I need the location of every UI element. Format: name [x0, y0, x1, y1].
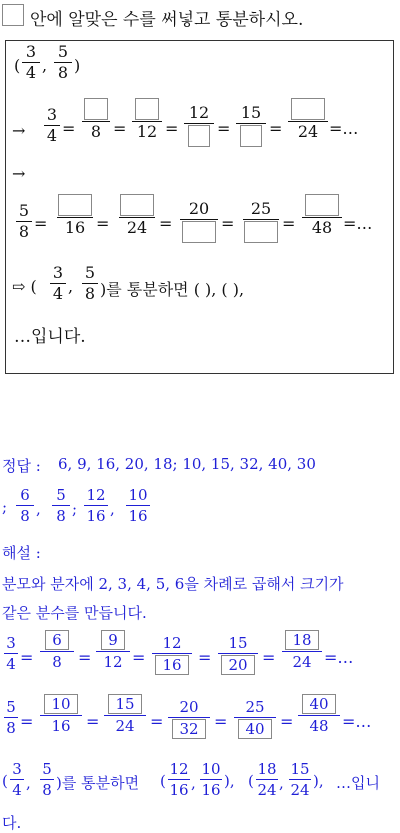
- final-frac-p1a: 12 16: [169, 760, 189, 800]
- eq: =: [78, 648, 92, 667]
- eq: =: [159, 214, 173, 233]
- final-frac-p2b: 15 24: [290, 760, 310, 800]
- eq: =: [20, 712, 34, 731]
- eq: =: [262, 648, 276, 667]
- blank-box[interactable]: [135, 98, 159, 120]
- arrow-2: →: [12, 164, 26, 183]
- eq: =: [86, 712, 100, 731]
- answer-frac-2: 5 8: [52, 486, 70, 525]
- sol2-frac-2: $\frac{10}{16}$: [40, 694, 82, 735]
- row2-frac-4: 20: [180, 200, 218, 243]
- solution-line-2: 같은 분수를 만듭니다.: [2, 604, 147, 622]
- row1-frac-4: 12: [184, 104, 214, 147]
- sol2-frac-3: $\frac{15}{24}$: [104, 694, 146, 735]
- sol2-frac-1: 5 8: [4, 698, 18, 737]
- row2-frac-2: 16: [57, 194, 93, 237]
- pair-a-fraction: 3 4: [22, 43, 40, 82]
- answer-frac-1: 6 8: [16, 486, 34, 525]
- final-frac-a: 3 4: [10, 760, 24, 799]
- row1-frac-2: 8: [82, 98, 110, 141]
- eq: =: [282, 214, 296, 233]
- pair-comma: ,: [42, 56, 48, 75]
- blank-box[interactable]: [244, 221, 278, 243]
- row1-frac-6: 24: [288, 98, 328, 141]
- answer-values: 6, 9, 16, 20, 18; 10, 15, 32, 40, 30: [58, 455, 316, 473]
- conclusion-text: )를 통분하면 ( ), ( ),: [100, 280, 245, 299]
- row2-frac-6: 48: [302, 194, 342, 237]
- eq: =: [214, 712, 228, 731]
- eq: =: [217, 119, 231, 138]
- row1-frac-5: 15: [236, 104, 266, 147]
- solution-label: 해설 :: [2, 544, 41, 562]
- conclusion-frac-a: 3 4: [50, 264, 66, 303]
- final-tail: …입니: [336, 774, 380, 792]
- eq: =: [150, 712, 164, 731]
- conclusion-comma: ,: [68, 277, 74, 296]
- final-paren: (: [160, 772, 166, 790]
- eq: =: [62, 119, 76, 138]
- sol1-frac-1: 3 4: [4, 634, 18, 673]
- pair-open: (: [14, 56, 21, 75]
- answer-sep: ;: [72, 500, 78, 518]
- sol2-frac-4: $\frac{20}{32}$: [168, 698, 210, 739]
- sol1-frac-2: $\frac{6}{8}$: [40, 630, 74, 671]
- blank-box[interactable]: [240, 125, 262, 147]
- final-paren: ),: [313, 772, 324, 790]
- final-open: (: [2, 772, 8, 790]
- sol1-ellipsis: =…: [324, 648, 354, 667]
- conclusion-end: …입니다.: [14, 327, 86, 347]
- conclusion-frac-b: 5 8: [82, 264, 98, 303]
- row2-frac-3: 24: [119, 194, 155, 237]
- blank-box[interactable]: [58, 194, 92, 216]
- eq: =: [96, 214, 110, 233]
- blank-box[interactable]: [305, 194, 339, 216]
- eq: =: [269, 119, 283, 138]
- eq: =: [34, 214, 48, 233]
- row1-frac-1: 3 4: [44, 106, 60, 145]
- sol2-frac-5: $\frac{25}{40}$: [234, 698, 276, 739]
- answer-fracs-prefix: ;: [2, 498, 8, 516]
- answer-frac-4: 10 16: [126, 486, 150, 525]
- final-paren: ),: [224, 772, 235, 790]
- final-comma: ,: [26, 774, 31, 792]
- blank-box[interactable]: [84, 98, 108, 120]
- blank-box[interactable]: [182, 221, 216, 243]
- answer-sep: ,: [36, 500, 41, 518]
- blank-box[interactable]: [120, 194, 154, 216]
- eq: =: [132, 648, 146, 667]
- answer-sep: ,: [110, 500, 115, 518]
- row2-ellipsis: =…: [343, 214, 373, 233]
- sol1-frac-6: $\frac{18}{24}$: [282, 630, 322, 671]
- eq: =: [280, 712, 294, 731]
- final-comma: ,: [279, 774, 284, 792]
- eq: =: [221, 214, 235, 233]
- eq: =: [20, 648, 34, 667]
- sol1-frac-4: $\frac{12}{16}$: [152, 634, 192, 675]
- blank-box[interactable]: [188, 125, 210, 147]
- pair-b-fraction: 5 8: [54, 43, 72, 82]
- sol2-ellipsis: =…: [342, 712, 372, 731]
- answer-label: 정답 :: [2, 457, 41, 475]
- final-frac-p1b: 10 16: [201, 760, 221, 800]
- final-paren: (: [248, 772, 254, 790]
- final-frac-b: 5 8: [40, 760, 54, 799]
- answer-frac-3: 12 16: [84, 486, 108, 525]
- final-frac-p2a: 18 24: [257, 760, 277, 800]
- answer-blank-icon: [2, 4, 24, 26]
- sol1-frac-5: $\frac{15}{20}$: [218, 634, 258, 675]
- final-mid: )를 통분하면: [56, 774, 140, 792]
- conclusion-prefix: ⇨ (: [12, 277, 37, 296]
- row2-frac-5: 25: [243, 200, 279, 243]
- eq: =: [165, 119, 179, 138]
- eq: =: [113, 119, 127, 138]
- instruction-text: 안에 알맞은 수를 써넣고 통분하시오.: [30, 10, 304, 30]
- sol2-frac-6: $\frac{40}{48}$: [298, 694, 340, 735]
- final-comma: ,: [191, 774, 196, 792]
- final-last: 다.: [2, 814, 22, 832]
- blank-box[interactable]: [291, 98, 325, 120]
- row1-ellipsis: =…: [329, 119, 359, 138]
- eq: =: [198, 648, 212, 667]
- arrow-1: →: [12, 121, 26, 140]
- solution-line-1: 분모와 분자에 2, 3, 4, 5, 6을 차례로 곱해서 크기가: [2, 575, 344, 593]
- pair-close: ): [74, 56, 81, 75]
- row1-frac-3: 12: [132, 98, 162, 141]
- sol1-frac-3: $\frac{9}{12}$: [96, 630, 130, 671]
- row2-frac-1: 5 8: [16, 202, 32, 241]
